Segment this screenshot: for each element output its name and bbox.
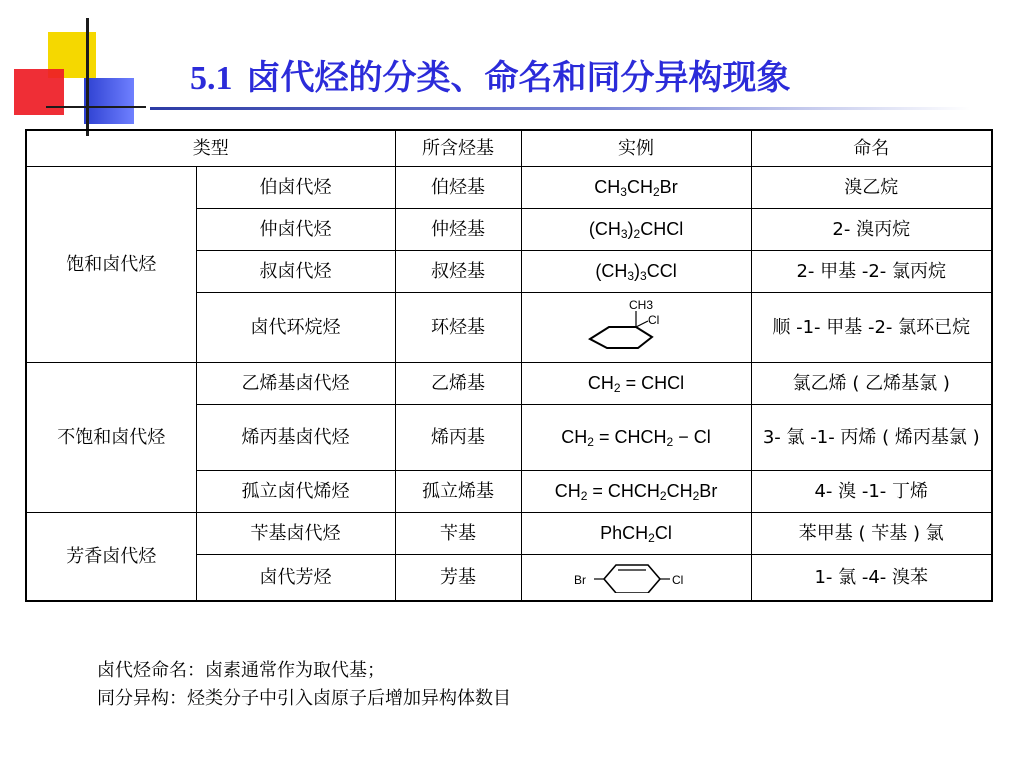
row-name: 1- 氯 -4- 溴苯 (751, 555, 992, 602)
row-name: 溴乙烷 (751, 167, 992, 209)
column-header-group: 所含烃基 (395, 130, 521, 167)
title-text: 卤代烃的分类、命名和同分异构现象 (246, 58, 791, 98)
group-label-aromatic: 芳香卤代烃 (26, 513, 196, 602)
ch3-label: CH3 (629, 298, 654, 312)
row-group: 伯烃基 (395, 167, 521, 209)
row-type: 乙烯基卤代烃 (196, 363, 395, 405)
table-header-row (26, 130, 992, 167)
row-type: 卤代芳烃 (196, 555, 395, 602)
row-group: 仲烃基 (395, 209, 521, 251)
row-group: 乙烯基 (395, 363, 521, 405)
row-group: 烯丙基 (395, 405, 521, 471)
column-header-example: 实例 (521, 130, 751, 167)
row-name: 2- 溴丙烷 (751, 209, 992, 251)
column-header-name: 命名 (751, 130, 992, 167)
row-type: 卤代环烷烃 (196, 293, 395, 363)
row-group: 苄基 (395, 513, 521, 555)
cyclohexane-ring (590, 327, 652, 348)
table-row (26, 513, 992, 555)
row-example-structure (521, 293, 751, 363)
row-name: 氯乙烯 ( 乙烯基氯 ) (751, 363, 992, 405)
page-title (190, 50, 791, 99)
header-rule (150, 107, 970, 110)
group-label-saturated: 饱和卤代烃 (26, 167, 196, 363)
row-example: $(CH_3)_3CCl$ (521, 251, 751, 293)
cl-label: Cl (672, 573, 684, 587)
decorative-logo (0, 0, 150, 150)
column-header-type: 类型 (26, 130, 395, 167)
row-group: 孤立烯基 (395, 471, 521, 513)
note-naming: 卤代烃命名：卤素通常作为取代基； (97, 660, 385, 681)
note-isomerism: 同分异构：烃类分子中引入卤原子后增加异构体数目 (97, 688, 511, 709)
row-type: 仲卤代烃 (196, 209, 395, 251)
row-example: $CH_2$ = CHCl (521, 363, 751, 405)
row-example-structure (521, 555, 751, 602)
row-name: 2- 甲基 -2- 氯丙烷 (751, 251, 992, 293)
row-example: $CH_2$ = $CHCH_2CH_2Br$ (521, 471, 751, 513)
row-type: 烯丙基卤代烃 (196, 405, 395, 471)
cl-label: Cl (648, 313, 660, 327)
logo-blue-block (84, 78, 134, 124)
notes (97, 657, 511, 713)
cl-bond (636, 321, 648, 327)
cyclohexane-structure (576, 293, 696, 355)
row-example: $CH_2$ = $CHCH_2 - Cl$ (521, 405, 751, 471)
row-example: $CH_3CH_2Br$ (521, 167, 751, 209)
row-type: 叔卤代烃 (196, 251, 395, 293)
group-label-unsaturated: 不饱和卤代烃 (26, 363, 196, 513)
benzene-structure (566, 555, 706, 593)
row-name: 苯甲基 ( 苄基 ) 氯 (751, 513, 992, 555)
row-type: 苄基卤代烃 (196, 513, 395, 555)
row-type: 孤立卤代烯烃 (196, 471, 395, 513)
row-name: 4- 溴 -1- 丁烯 (751, 471, 992, 513)
logo-red-block (14, 69, 64, 115)
row-example: PhCH$_2$Cl (521, 513, 751, 555)
row-group: 叔烃基 (395, 251, 521, 293)
section-number: 5.1 (190, 60, 233, 97)
table-row (26, 167, 992, 209)
benzene-ring (604, 565, 660, 593)
br-label: Br (574, 573, 586, 587)
table-row (26, 363, 992, 405)
logo-horizontal-line (46, 106, 146, 108)
row-name: 3- 氯 -1- 丙烯 ( 烯丙基氯 ) (751, 405, 992, 471)
row-group: 芳基 (395, 555, 521, 602)
row-group: 环烃基 (395, 293, 521, 363)
row-name: 顺 -1- 甲基 -2- 氯环已烷 (751, 293, 992, 363)
row-example: $(CH_3)_2CHCl$ (521, 209, 751, 251)
logo-vertical-line (86, 18, 89, 136)
row-type: 伯卤代烃 (196, 167, 395, 209)
classification-table (25, 129, 993, 602)
